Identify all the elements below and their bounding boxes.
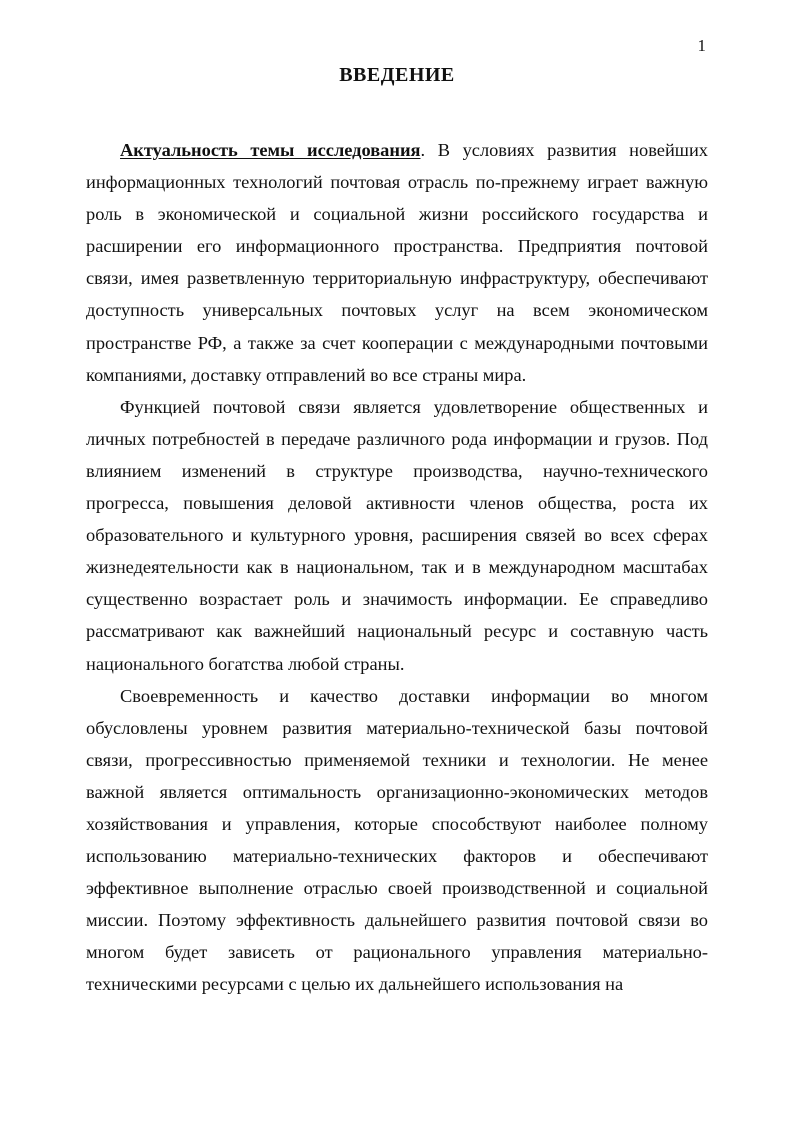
paragraph-postal-function: Функцией почтовой связи является удовлетворение общественных и личных потребностей в передаче различного рода информации и грузов. Под влиянием изменений в структуре производства, научно-технического прогресса, повышения деловой активности членов общества, роста их образовательного и культурного уровня, расширения связей во всех сферах жизнедеятельности как в национальном, так и в международном масштабах существенно возрастает роль и значимость информации. Ее справедливо рассматривают как важнейший национальный ресурс и составную часть национального богатства любой страны.: [86, 396, 708, 674]
page-number: 1: [697, 36, 706, 55]
paragraph-text: В условиях развития новейших информационных технологий почтовая отрасль по-прежнему играет важную роль в экономической и социальной жизни российского государства и расширении его информационного пространства. Предприятия почтовой связи, имея разветвленную территориальную инфраструктуру, обеспечивают доступность универсальных почтовых услуг на всем экономическом пространстве РФ, а также за счет кооперации с международными почтовыми компаниями, доставку отправлений во все страны мира.: [86, 140, 708, 385]
page-title: ВВЕДЕНИЕ: [339, 64, 455, 86]
paragraph-timeliness: Своевременность и качество доставки информации во многом обусловлены уровнем развития материально-технической базы почтовой связи, прогрессивностью применяемой техники и технологии. Не менее важной является оптимальность организационно-экономических методов хозяйствования и управления, которые способствуют наиболее полному использованию материально-технических факторов и обеспечивают эффективное выполнение отраслью своей производственной и социальной миссии. Поэтому эффективность дальнейшего развития почтовой связи во многом будет зависеть от рационального управления материально-техническими ресурсами с целью их дальнейшего использования на: [86, 685, 708, 995]
paragraph-relevance: [86, 134, 708, 391]
lead-punctuation: .: [420, 140, 426, 160]
section-lead-heading: Актуальность темы исследования: [120, 140, 421, 160]
document-body: [86, 134, 708, 1001]
